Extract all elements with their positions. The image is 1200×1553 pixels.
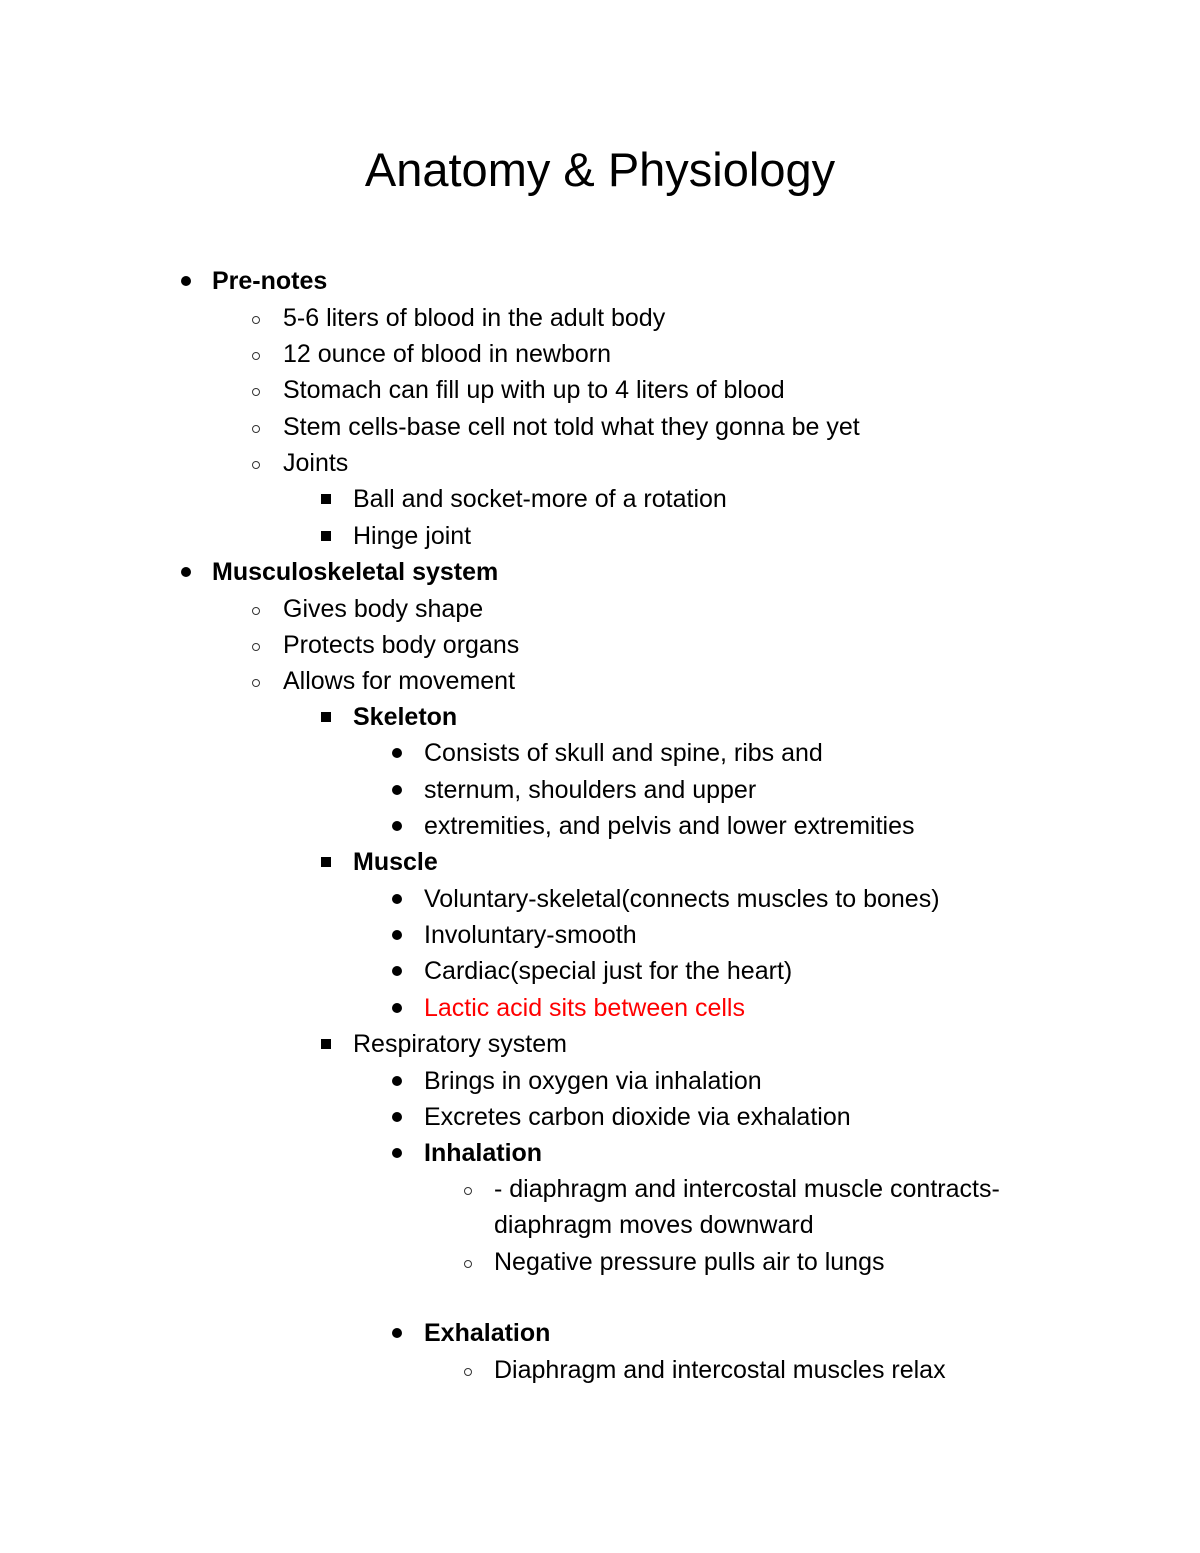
list-item-text: Stomach can fill up with up to 4 liters of blood xyxy=(283,376,785,404)
disc-bullet-icon xyxy=(176,554,196,590)
disc-bullet-icon xyxy=(387,1135,407,1171)
page-title: Anatomy & Physiology xyxy=(364,143,836,196)
disc-bullet-icon xyxy=(387,1315,407,1351)
disc-bullet-icon xyxy=(387,735,407,771)
square-bullet-icon xyxy=(316,844,336,880)
circle-bullet-icon xyxy=(458,1244,478,1280)
disc-bullet-icon xyxy=(387,953,407,989)
list-item-text: Respiratory system xyxy=(353,1030,567,1058)
disc-bullet-icon xyxy=(387,808,407,844)
list-item-text: Negative pressure pulls air to lungs xyxy=(494,1248,885,1276)
square-bullet-icon xyxy=(316,1026,336,1062)
list-item-text: sternum, shoulders and upper xyxy=(424,776,757,804)
circle-bullet-icon xyxy=(458,1352,478,1388)
list-item-text: Ball and socket-more of a rotation xyxy=(353,485,727,513)
list-item-text: 5-6 liters of blood in the adult body xyxy=(283,304,666,332)
circle-bullet-icon xyxy=(246,445,266,481)
disc-bullet-icon xyxy=(387,881,407,917)
list-item-text: Diaphragm and intercostal muscles relax xyxy=(494,1356,946,1384)
disc-bullet-icon xyxy=(387,772,407,808)
list-item-text: Stem cells-base cell not told what they gonna be yet xyxy=(283,413,860,441)
square-bullet-icon xyxy=(316,518,336,554)
list-item-text: Brings in oxygen via inhalation xyxy=(424,1067,762,1095)
list-item-text: Involuntary-smooth xyxy=(424,921,637,949)
list-item-text: - diaphragm and intercostal muscle contracts- xyxy=(494,1175,1000,1203)
list-item-text: Lactic acid sits between cells xyxy=(424,994,745,1022)
square-bullet-icon xyxy=(316,481,336,517)
list-item-text: Protects body organs xyxy=(283,631,520,659)
list-item-text: Exhalation xyxy=(424,1319,551,1347)
list-item-text: extremities, and pelvis and lower extremities xyxy=(424,812,915,840)
circle-bullet-icon xyxy=(246,336,266,372)
list-item-text: Allows for movement xyxy=(283,667,516,695)
disc-bullet-icon xyxy=(387,990,407,1026)
circle-bullet-icon xyxy=(246,663,266,699)
circle-bullet-icon xyxy=(246,591,266,627)
list-item-text: Gives body shape xyxy=(283,595,484,623)
list-item-text: Joints xyxy=(283,449,349,477)
circle-bullet-icon xyxy=(458,1171,478,1207)
disc-bullet-icon xyxy=(387,1063,407,1099)
disc-bullet-icon xyxy=(387,917,407,953)
circle-bullet-icon xyxy=(246,372,266,408)
list-item-text: diaphragm moves downward xyxy=(494,1211,814,1239)
list-item-text: Voluntary-skeletal(connects muscles to bones) xyxy=(424,885,940,913)
list-item-text: Pre-notes xyxy=(212,267,328,295)
square-bullet-icon xyxy=(316,699,336,735)
list-item-text: Cardiac(special just for the heart) xyxy=(424,957,793,985)
list-item-text: 12 ounce of blood in newborn xyxy=(283,340,612,368)
circle-bullet-icon xyxy=(246,627,266,663)
list-item-text: Consists of skull and spine, ribs and xyxy=(424,739,823,767)
list-item-text: Muscle xyxy=(353,848,438,876)
list-item-text: Excretes carbon dioxide via exhalation xyxy=(424,1103,851,1131)
list-item-text: Musculoskeletal system xyxy=(212,558,499,586)
disc-bullet-icon xyxy=(176,263,196,299)
circle-bullet-icon xyxy=(246,300,266,336)
circle-bullet-icon xyxy=(246,409,266,445)
disc-bullet-icon xyxy=(387,1099,407,1135)
list-item-text: Skeleton xyxy=(353,703,458,731)
list-item-text: Inhalation xyxy=(424,1139,543,1167)
list-item-text: Hinge joint xyxy=(353,522,472,550)
